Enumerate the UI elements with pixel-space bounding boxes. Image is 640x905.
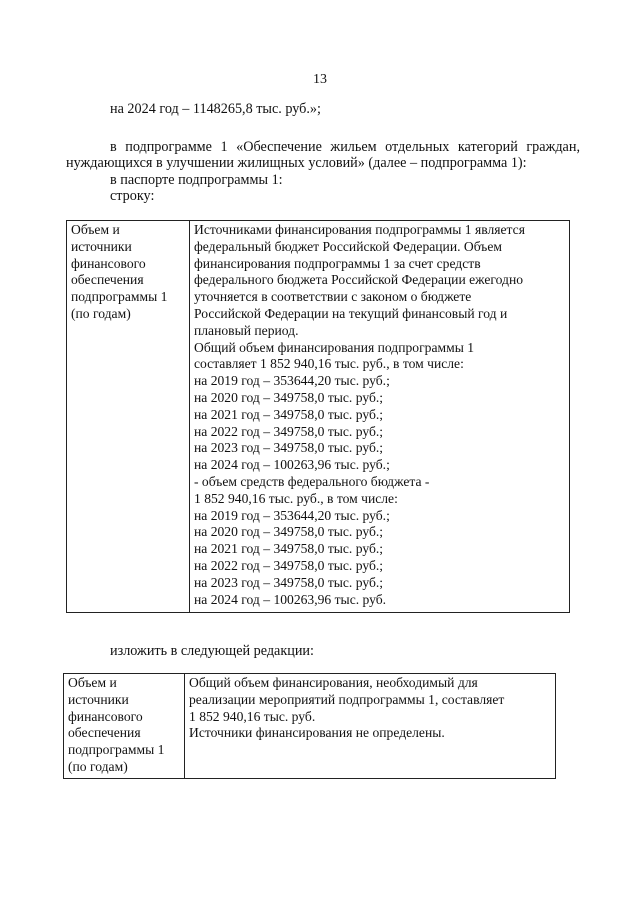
table1-content-cell (190, 221, 570, 613)
table-row (64, 674, 556, 779)
table1-content-line: на 2023 год – 349758,0 тыс. руб.; (194, 574, 384, 590)
table1-content-line: плановый период. (194, 322, 299, 338)
table1-content-line: на 2020 год – 349758,0 тыс. руб.; (194, 389, 384, 405)
table1-content-line: 1 852 940,16 тыс. руб., в том числе: (194, 490, 398, 506)
table1-label-line: Объем и (71, 222, 120, 237)
table1-content-line: составляет 1 852 940,16 тыс. руб., в том числе: (194, 356, 464, 372)
table-new-row (63, 673, 556, 779)
table1-label-line: источники (71, 238, 132, 254)
table1-content-line: федеральный бюджет Российской Федерации. Объем (194, 238, 502, 254)
table1-content-line: на 2021 год – 349758,0 тыс. руб.; (194, 406, 384, 422)
table1-content-line: на 2022 год – 349758,0 тыс. руб.; (194, 557, 384, 573)
table1-label-cell (67, 221, 190, 613)
table2-content-cell (185, 674, 556, 779)
table1-content-line: финансирования подпрограммы 1 за счет средств (194, 255, 481, 271)
table1-content-line: на 2022 год – 349758,0 тыс. руб.; (194, 423, 384, 439)
table2-label-cell (64, 674, 185, 779)
table2-label-line: подпрограммы 1 (68, 742, 165, 758)
table1-content-line: на 2021 год – 349758,0 тыс. руб.; (194, 541, 384, 557)
table1-content-line: федерального бюджета Российской Федерации ежегодно (194, 272, 524, 288)
table2-label-line: финансового (68, 708, 143, 724)
table2-label-line: (по годам) (68, 758, 128, 774)
edit-line: изложить в следующей редакции: (110, 643, 314, 659)
page-number: 13 (313, 72, 327, 87)
table1-content-line: уточняется в соответствии с законом о бюджете (194, 289, 472, 305)
table-original-row (66, 220, 570, 613)
table1-content-line: на 2023 год – 349758,0 тыс. руб.; (194, 440, 384, 456)
table1-label-line: обеспечения (71, 272, 144, 288)
table1-content-line: Общий объем финансирования подпрограммы 1 (194, 339, 475, 355)
table2-content-line: Источники финансирования не определены. (189, 725, 445, 741)
table1-content-line: на 2020 год – 349758,0 тыс. руб.; (194, 524, 384, 540)
table1-label-line: подпрограммы 1 (71, 289, 168, 305)
passport-line: в паспорте подпрограммы 1: (110, 172, 283, 188)
table2-content-line: 1 852 940,16 тыс. руб. (189, 708, 316, 724)
table-row (67, 221, 570, 613)
table1-content-line: Источниками финансирования подпрограммы 1 является (194, 222, 525, 237)
table1-label-line: финансового (71, 255, 146, 271)
table1-content-line: Российской Федерации на текущий финансовый год и (194, 305, 508, 321)
table1-label-line: (по годам) (71, 305, 131, 321)
table1-content-line: на 2019 год – 353644,20 тыс. руб.; (194, 507, 390, 523)
table2-label-line: обеспечения (68, 725, 141, 741)
table1-content-line: на 2019 год – 353644,20 тыс. руб.; (194, 373, 390, 389)
subprogram-paragraph: в подпрограмме 1 «Обеспечение жильем отдельных категорий граждан, нуждающихся в улучшении жилищных условий» (далее – подпрограмма 1): (66, 139, 580, 172)
intro-line: на 2024 год – 1148265,8 тыс. руб.»; (110, 101, 321, 117)
table1-content-line: на 2024 год – 100263,96 тыс. руб. (194, 591, 387, 607)
table1-content-line: на 2024 год – 100263,96 тыс. руб.; (194, 457, 390, 473)
table2-content-line: реализации мероприятий подпрограммы 1, составляет (189, 691, 505, 707)
table1-content-line: - объем средств федерального бюджета - (194, 473, 430, 489)
table2-label-line: Объем и (68, 675, 117, 690)
table2-label-line: источники (68, 691, 129, 707)
row-line: строку: (110, 188, 155, 204)
table2-content-line: Общий объем финансирования, необходимый для (189, 675, 478, 690)
